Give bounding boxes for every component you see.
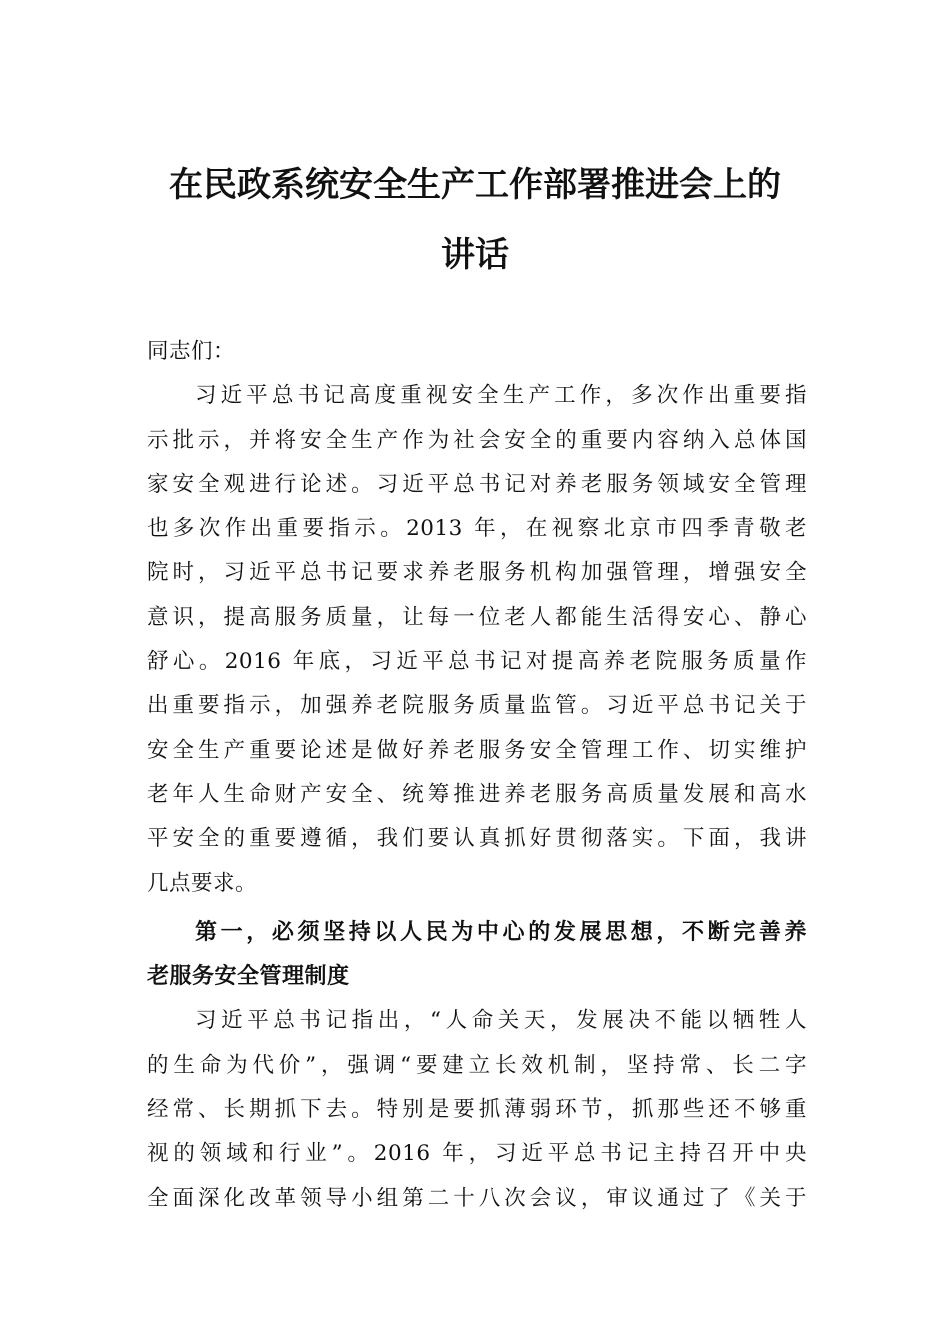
document-title-line-2: 讲话	[441, 235, 509, 275]
text-line: 示批示，并将安全生产作为社会安全的重要内容纳入总体国	[147, 427, 807, 453]
text-line: 全面深化改革领导小组第二十八次会议，审议通过了《关于	[147, 1185, 807, 1211]
text-line: 院时，习近平总书记要求养老服务机构加强管理，增强安全	[147, 560, 807, 586]
text-line: 意识，提高服务质量，让每一位老人都能生活得安心、静心	[147, 604, 807, 630]
text-line: 习近平总书记指出，“人命关天，发展决不能以牺牲人	[195, 1008, 807, 1034]
document-body	[147, 330, 807, 1221]
document-title-line-1: 在民政系统安全生产工作部署推进会上的	[169, 165, 781, 205]
text-line: 老年人生命财产安全、统筹推进养老服务高质量发展和高水	[147, 781, 807, 807]
text-line: 视的领域和行业”。2016 年，习近平总书记主持召开中央	[147, 1141, 807, 1167]
text-line: 也多次作出重要指示。2013 年，在视察北京市四季青敬老	[147, 516, 807, 542]
text-line: 安全生产重要论述是做好养老服务安全管理工作、切实维护	[147, 737, 807, 763]
text-line: 出重要指示，加强养老院服务质量监管。习近平总书记关于	[147, 693, 807, 719]
text-line: 习近平总书记高度重视安全生产工作，多次作出重要指	[195, 383, 807, 409]
section-heading	[147, 911, 807, 1000]
text-line: 舒心。2016 年底，习近平总书记对提高养老院服务质量作	[147, 649, 807, 675]
text-line: 几点要求。	[147, 870, 258, 896]
text-line: 同志们：	[147, 339, 236, 364]
text-line: 的生命为代价”，强调“要建立长效机制，坚持常、长二字	[147, 1052, 807, 1078]
text-line: 家安全观进行论述。习近平总书记对养老服务领域安全管理	[147, 471, 807, 497]
paragraph	[147, 374, 807, 906]
text-line: 老服务安全管理制度	[147, 964, 350, 990]
text-line: 平安全的重要遵循，我们要认真抓好贯彻落实。下面，我讲	[147, 826, 807, 852]
paragraph	[147, 999, 807, 1220]
salutation	[147, 330, 807, 374]
text-line: 第一，必须坚持以人民为中心的发展思想，不断完善养	[195, 919, 807, 945]
text-line: 经常、长期抓下去。特别是要抓薄弱环节，抓那些还不够重	[147, 1097, 807, 1123]
